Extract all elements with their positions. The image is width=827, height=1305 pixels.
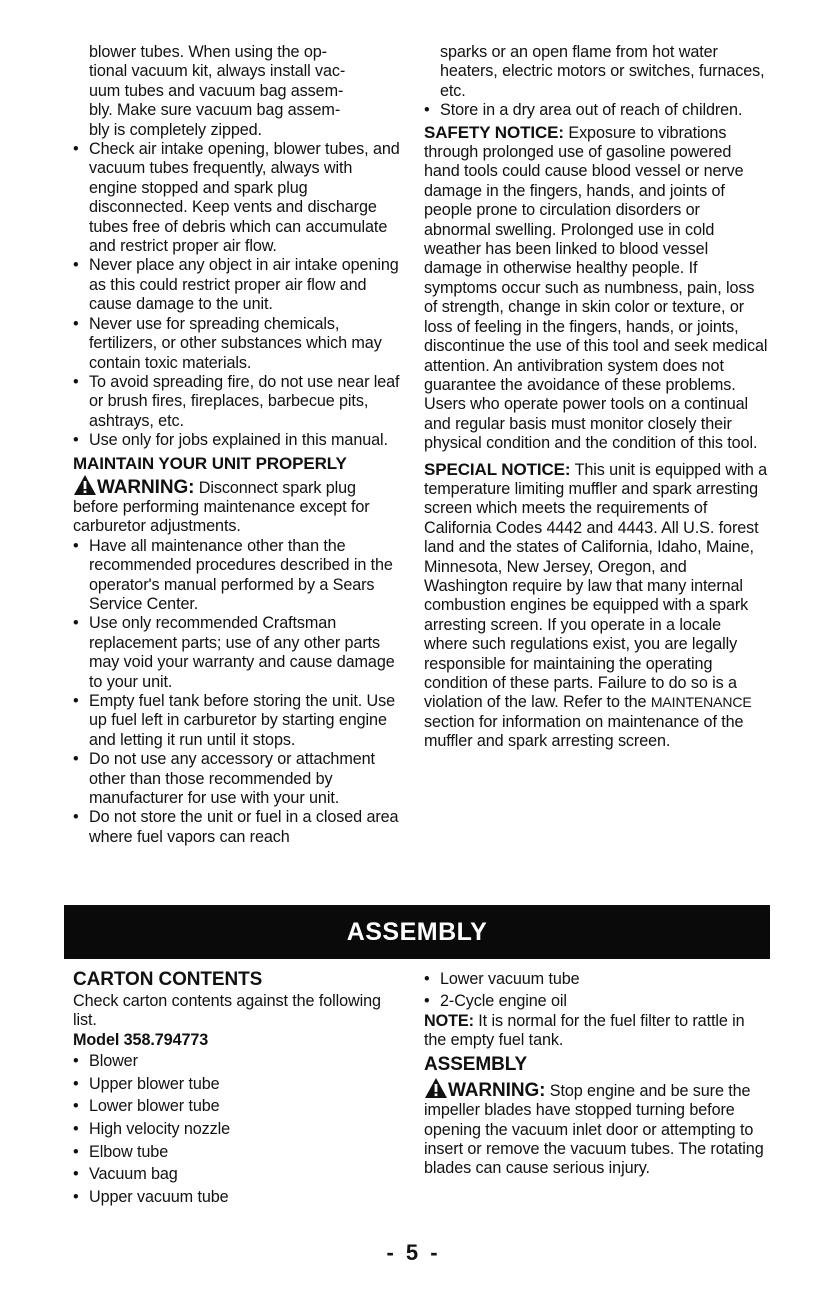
fuel-filter-note [424,1012,769,1051]
bullet-dot-icon: • [73,1142,79,1161]
warning-triangle-icon [73,474,97,496]
list-item: • 2-Cycle engine oil [424,992,567,1010]
maintenance-warning [73,474,403,537]
list-item: • Store in a dry area out of reach of children. [424,101,743,120]
special-notice-text-end: section for information on maintenance of the muffler and spark arresting screen. [424,712,744,751]
bullet-dot-icon: • [424,970,430,988]
safety-bullet-list [73,140,403,451]
assembly-banner [64,905,770,959]
note-label: NOTE: [424,1012,474,1030]
bullet-dot-icon: • [73,808,79,827]
bullet-dot-icon: • [73,256,79,275]
list-item: • To avoid spreading fire, do not use near leaf or brush fires, fireplaces, barbecue pits, ashtrays, etc. [73,372,400,430]
bullet-dot-icon: • [73,431,79,450]
list-item: • Have all maintenance other than the recommended procedures described in the operator's manual performed by a Sears Service Center. [73,536,393,613]
intro-line: uum tubes and vacuum bag assem- [89,81,344,100]
model-number: Model 358.794773 [73,1030,209,1049]
list-item: • Never place any object in air intake opening as this could restrict proper air flow and cause damage to the unit. [73,256,399,314]
warning-label: WARNING: [448,1079,546,1101]
list-item: • Lower blower tube [73,1095,403,1118]
bullet-dot-icon: • [73,372,79,391]
bullet-dot-icon: • [73,314,79,333]
bullet-dot-icon: • [73,1074,79,1093]
list-item: • Do not use any accessory or attachment other than those recommended by manufacturer for use with your unit. [73,750,375,808]
warning-text: Stop engine and be sure the impeller blades have stopped turning before opening the vacuum inlet door or attempting to insert or remove the vacuum tubes. The rotating blades can cause serious injury. [424,1081,764,1178]
carton-item-list [73,1050,403,1208]
bullet-dot-icon: • [73,536,79,555]
bullet-dot-icon: • [424,992,430,1010]
bottom-left-column [73,968,403,1208]
list-item: • Empty fuel tank before storing the unit. Use up fuel left in carburetor by starting engine and letting it run until it stops. [73,692,396,749]
list-item: • Lower vacuum tube [424,970,580,988]
maintain-heading: MAINTAIN YOUR UNIT PROPERLY [73,453,347,473]
intro-line: bly is completely zipped. [89,120,262,139]
bullet-dot-icon: • [73,1120,79,1138]
safety-notice [424,123,769,454]
maintenance-reference: MAINTENANCE [650,694,752,711]
warning-text: Disconnect spark plug before performing maintenance except for carburetor adjustments. [73,478,370,536]
note-text: It is normal for the fuel filter to rattle in the empty fuel tank. [424,1012,745,1050]
bullet-dot-icon: • [73,1052,79,1071]
top-right-column [424,43,769,752]
list-item: • Upper vacuum tube [73,1186,403,1209]
assembly-heading: ASSEMBLY [424,1053,528,1075]
bullet-dot-icon: • [73,692,79,710]
special-notice [424,460,769,752]
list-item: • High velocity nozzle [73,1118,403,1141]
list-item: • Do not store the unit or fuel in a closed area where fuel vapors can reach [73,808,399,846]
carton-item-list-continued [424,968,769,1012]
continuation-text: sparks or an open flame from hot water heaters, electric motors or switches, furnaces, etc. [440,43,765,100]
bullet-dot-icon: • [73,140,79,159]
list-item: • Never use for spreading chemicals, fertilizers, or other substances which may contain toxic materials. [73,314,382,372]
storage-bullet-list [424,101,769,120]
bullet-dot-icon: • [73,1187,79,1206]
intro-line: blower tubes. When using the op- [89,43,327,61]
intro-line: tional vacuum kit, always install vac- [89,62,346,81]
top-left-column [73,43,403,847]
special-notice-label: SPECIAL NOTICE: [424,459,571,479]
carton-contents-heading: CARTON CONTENTS [73,969,263,990]
page-number: - 5 - [386,1240,441,1265]
list-item: • Upper blower tube [73,1073,403,1096]
list-item: • Check air intake opening, blower tubes, and vacuum tubes frequently, always with engine stopped and spark plug disconnected. Keep vents and discharge tubes free of debris which can accumulate and restrict proper air flow. [73,140,400,256]
bullet-dot-icon: • [73,750,79,769]
bullet-dot-icon: • [73,1097,79,1116]
safety-notice-label: SAFETY NOTICE: [424,122,564,142]
intro-paragraph [73,43,403,140]
special-notice-text: This unit is equipped with a temperature limiting muffler and spark arresting screen which meets the requirements of California Codes 4442 and 4443. All U.S. forest land and the states of California, Idaho, Maine, Minnesota, New Jersey, Oregon, and Washington require by law that many internal combustion engines be equipped with a spark arresting screen. If you operate in a locale where such regulations exist, you are legally responsible for maintaining the operating condition of these parts. Failure to do so is a violation of the law. Refer to the [424,460,768,712]
assembly-warning [424,1077,769,1179]
list-item: • Elbow tube [73,1141,403,1164]
maintenance-bullet-list [73,537,403,848]
warning-label: WARNING: [97,476,195,498]
safety-notice-text: Exposure to vibrations through prolonged use of gasoline powered hand tools could cause blood vessel or nerve damage in the fingers, hands, and joints of people prone to circulation disorders or abnormal swelling. Prolonged use in cold weather has been linked to blood vessel damage in otherwise healthy people. If symptoms occur such as numbness, pain, loss of strength, change in skin color or texture, or loss of feeling in the fingers, hands, or joints, discontinue the use of this tool and seek medical attention. An antivibration system does not guarantee the avoidance of these problems. Users who operate power tools on a continual and regular basis must monitor closely their physical condition and the condition of this tool. [424,123,768,453]
list-item: • Blower [73,1050,403,1073]
list-item: • Use only for jobs explained in this manual. [73,431,388,450]
bullet-dot-icon: • [73,614,79,633]
bullet-dot-icon: • [73,1165,79,1184]
bottom-right-column [424,968,769,1179]
list-item: • Vacuum bag [73,1163,403,1186]
warning-triangle-icon [424,1077,448,1099]
carton-intro: Check carton contents against the following list. [73,992,381,1030]
intro-line: bly. Make sure vacuum bag assem- [89,101,341,120]
bullet-dot-icon: • [424,101,430,120]
list-item: • Use only recommended Craftsman replacement parts; use of any other parts may void your warranty and cause damage to your unit. [73,614,395,691]
banner-title: ASSEMBLY [346,917,488,946]
